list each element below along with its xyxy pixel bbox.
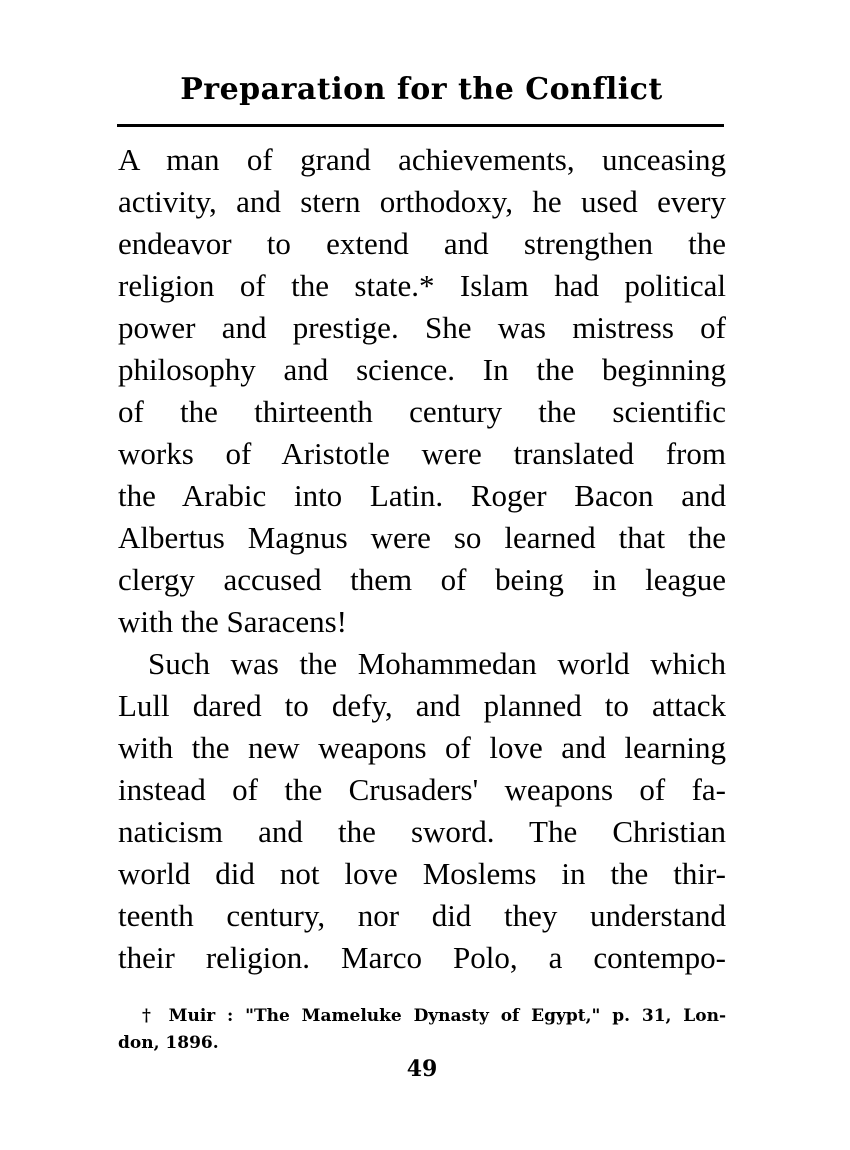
text-line: with the new weapons of love and learning: [118, 730, 726, 765]
text-line: their religion. Marco Polo, a contempo-: [118, 940, 726, 975]
text-line: Such was the Mohammedan world which: [148, 646, 726, 681]
text-line: world did not love Moslems in the thir-: [118, 856, 726, 891]
footnote-line: † Muir : "The Mameluke Dynasty of Egypt," p. 31, Lon-: [142, 1006, 726, 1026]
text-line: of the thirteenth century the scientific: [118, 394, 726, 429]
text-line: naticism and the sword. The Christian: [118, 814, 726, 849]
header-rule: [117, 124, 724, 127]
text-line: Albertus Magnus were so learned that the: [118, 520, 726, 555]
text-line: endeavor to extend and strengthen the: [118, 226, 726, 261]
text-line: activity, and stern orthodoxy, he used every: [118, 184, 726, 219]
footnote: [118, 1003, 726, 1057]
footnote-line: don, 1896.: [118, 1033, 219, 1053]
text-line: A man of grand achievements, unceasing: [118, 142, 726, 177]
text-line: with the Saracens!: [118, 604, 347, 639]
running-head: Preparation for the Conflict: [180, 72, 663, 107]
text-line: clergy accused them of being in league: [118, 562, 726, 597]
page-number: 49: [406, 1056, 438, 1082]
text-line: Lull dared to defy, and planned to attack: [118, 688, 726, 723]
text-line: works of Aristotle were translated from: [118, 436, 726, 471]
text-line: philosophy and science. In the beginning: [118, 352, 726, 387]
body-text: [118, 139, 726, 979]
text-line: power and prestige. She was mistress of: [118, 310, 726, 345]
text-line: the Arabic into Latin. Roger Bacon and: [118, 478, 726, 513]
text-line: religion of the state.* Islam had political: [118, 268, 726, 303]
text-line: teenth century, nor did they understand: [118, 898, 726, 933]
text-line: instead of the Crusaders' weapons of fa-: [118, 772, 726, 807]
